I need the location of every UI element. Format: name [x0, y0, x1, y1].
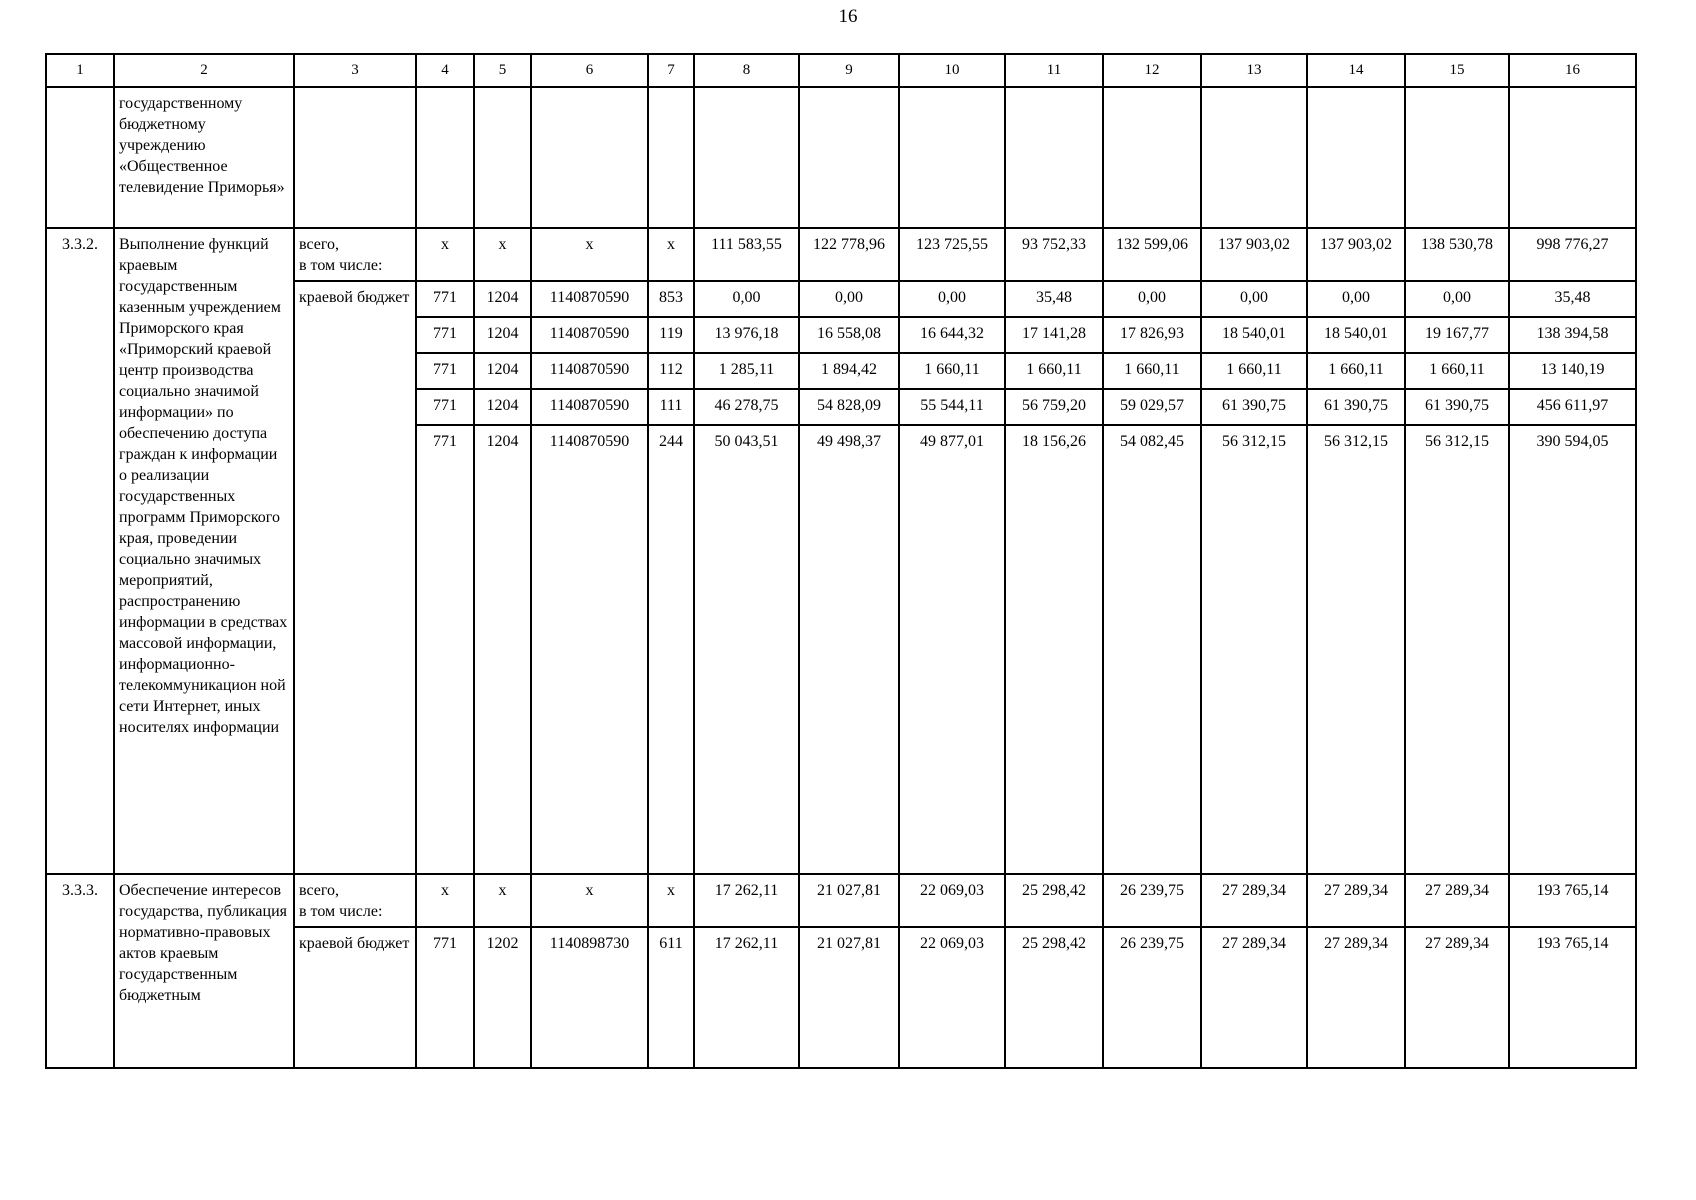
- code-cell: 1204: [474, 389, 531, 425]
- value-cell: 27 289,34: [1201, 927, 1307, 1068]
- column-header: 3: [294, 54, 416, 87]
- value-cell: 21 027,81: [799, 927, 899, 1068]
- value-cell: 35,48: [1509, 281, 1636, 317]
- value-cell: 26 239,75: [1103, 927, 1201, 1068]
- value-cell: 18 156,26: [1005, 425, 1103, 874]
- value-cell: 54 828,09: [799, 389, 899, 425]
- value-cell: 13 140,19: [1509, 353, 1636, 389]
- code-cell: 771: [416, 425, 474, 874]
- empty-cell: [416, 87, 474, 228]
- empty-cell: [474, 87, 531, 228]
- value-cell: 1 660,11: [1201, 353, 1307, 389]
- value-cell: 27 289,34: [1307, 874, 1405, 927]
- value-cell: 138 394,58: [1509, 317, 1636, 353]
- value-cell: 0,00: [1307, 281, 1405, 317]
- section-description: Обеспечение интересов государства, публикация нормативно-правовых актов краевым государственным бюджетным: [114, 874, 294, 1068]
- value-cell: 56 312,15: [1201, 425, 1307, 874]
- code-cell: x: [531, 228, 648, 281]
- code-cell: 771: [416, 353, 474, 389]
- code-cell: x: [474, 228, 531, 281]
- value-cell: 22 069,03: [899, 874, 1005, 927]
- code-cell: 1204: [474, 281, 531, 317]
- value-cell: 56 759,20: [1005, 389, 1103, 425]
- total-label: всего, в том числе:: [294, 228, 416, 281]
- value-cell: 1 660,11: [1405, 353, 1509, 389]
- value-cell: 22 069,03: [899, 927, 1005, 1068]
- value-cell: 27 289,34: [1201, 874, 1307, 927]
- code-cell: 1204: [474, 353, 531, 389]
- value-cell: 27 289,34: [1405, 927, 1509, 1068]
- code-cell: 119: [648, 317, 694, 353]
- value-cell: 21 027,81: [799, 874, 899, 927]
- section-description: Выполнение функций краевым государственным казенным учреждением Приморского края «Приморский краевой центр производства социально значимой информации» по обеспечению доступа граждан к информации о реализации государственных программ Приморского края, проведении социально значимых мероприятий, распространению информации в средствах массовой информации, информационно-телекоммуникацион ной сети Интернет, иных носителях информации: [114, 228, 294, 874]
- code-cell: 771: [416, 927, 474, 1068]
- column-header: 12: [1103, 54, 1201, 87]
- empty-cell: [799, 87, 899, 228]
- code-cell: 1202: [474, 927, 531, 1068]
- value-cell: 93 752,33: [1005, 228, 1103, 281]
- code-cell: 611: [648, 927, 694, 1068]
- column-header: 14: [1307, 54, 1405, 87]
- value-cell: 46 278,75: [694, 389, 799, 425]
- value-cell: 17 826,93: [1103, 317, 1201, 353]
- empty-cell: [1307, 87, 1405, 228]
- code-cell: 111: [648, 389, 694, 425]
- value-cell: 1 660,11: [1307, 353, 1405, 389]
- value-cell: 456 611,97: [1509, 389, 1636, 425]
- value-cell: 35,48: [1005, 281, 1103, 317]
- empty-cell: [1509, 87, 1636, 228]
- column-header: 6: [531, 54, 648, 87]
- description-cell: государственному бюджетному учреждению «Общественное телевидение Приморья»: [114, 87, 294, 228]
- column-header: 13: [1201, 54, 1307, 87]
- value-cell: 123 725,55: [899, 228, 1005, 281]
- value-cell: 18 540,01: [1307, 317, 1405, 353]
- column-header: 1: [46, 54, 114, 87]
- code-cell: 1140898730: [531, 927, 648, 1068]
- column-header: 4: [416, 54, 474, 87]
- value-cell: 26 239,75: [1103, 874, 1201, 927]
- code-cell: 771: [416, 389, 474, 425]
- funding-source: краевой бюджет: [294, 927, 416, 1068]
- column-header: 5: [474, 54, 531, 87]
- value-cell: 27 289,34: [1405, 874, 1509, 927]
- value-cell: 0,00: [1405, 281, 1509, 317]
- code-cell: 1140870590: [531, 389, 648, 425]
- value-cell: 0,00: [694, 281, 799, 317]
- value-cell: 1 660,11: [1005, 353, 1103, 389]
- empty-cell: [694, 87, 799, 228]
- code-cell: 1204: [474, 317, 531, 353]
- continuation-row: [46, 87, 1636, 228]
- column-header: 16: [1509, 54, 1636, 87]
- empty-cell: [899, 87, 1005, 228]
- empty-cell: [648, 87, 694, 228]
- code-cell: x: [648, 874, 694, 927]
- value-cell: 59 029,57: [1103, 389, 1201, 425]
- value-cell: 61 390,75: [1307, 389, 1405, 425]
- column-header: 15: [1405, 54, 1509, 87]
- value-cell: 18 540,01: [1201, 317, 1307, 353]
- value-cell: 0,00: [799, 281, 899, 317]
- value-cell: 193 765,14: [1509, 927, 1636, 1068]
- value-cell: 390 594,05: [1509, 425, 1636, 874]
- code-cell: x: [531, 874, 648, 927]
- empty-cell: [294, 87, 416, 228]
- value-cell: 55 544,11: [899, 389, 1005, 425]
- column-header: 2: [114, 54, 294, 87]
- value-cell: 137 903,02: [1307, 228, 1405, 281]
- value-cell: 27 289,34: [1307, 927, 1405, 1068]
- total-label: всего, в том числе:: [294, 874, 416, 927]
- section-number: 3.3.3.: [46, 874, 114, 1068]
- table-row: [46, 874, 1636, 927]
- column-header: 10: [899, 54, 1005, 87]
- funding-source: краевой бюджет: [294, 281, 416, 874]
- value-cell: 56 312,15: [1307, 425, 1405, 874]
- code-cell: 1204: [474, 425, 531, 874]
- empty-cell: [1405, 87, 1509, 228]
- column-header: 7: [648, 54, 694, 87]
- value-cell: 17 262,11: [694, 927, 799, 1068]
- column-header: 11: [1005, 54, 1103, 87]
- empty-cell: [1005, 87, 1103, 228]
- code-cell: x: [474, 874, 531, 927]
- value-cell: 13 976,18: [694, 317, 799, 353]
- section-number: 3.3.2.: [46, 228, 114, 874]
- table-header-row: [46, 54, 1636, 87]
- value-cell: 16 644,32: [899, 317, 1005, 353]
- code-cell: 1140870590: [531, 281, 648, 317]
- value-cell: 193 765,14: [1509, 874, 1636, 927]
- value-cell: 56 312,15: [1405, 425, 1509, 874]
- value-cell: 132 599,06: [1103, 228, 1201, 281]
- value-cell: 0,00: [1103, 281, 1201, 317]
- code-cell: 244: [648, 425, 694, 874]
- value-cell: 49 877,01: [899, 425, 1005, 874]
- value-cell: 0,00: [899, 281, 1005, 317]
- value-cell: 25 298,42: [1005, 927, 1103, 1068]
- column-header: 9: [799, 54, 899, 87]
- page-number: 16: [838, 6, 858, 27]
- row-number-cell: [46, 87, 114, 228]
- code-cell: x: [416, 228, 474, 281]
- value-cell: 19 167,77: [1405, 317, 1509, 353]
- value-cell: 16 558,08: [799, 317, 899, 353]
- value-cell: 137 903,02: [1201, 228, 1307, 281]
- value-cell: 61 390,75: [1405, 389, 1509, 425]
- value-cell: 61 390,75: [1201, 389, 1307, 425]
- value-cell: 17 262,11: [694, 874, 799, 927]
- empty-cell: [1201, 87, 1307, 228]
- value-cell: 54 082,45: [1103, 425, 1201, 874]
- value-cell: 49 498,37: [799, 425, 899, 874]
- code-cell: 771: [416, 317, 474, 353]
- code-cell: 112: [648, 353, 694, 389]
- value-cell: 122 778,96: [799, 228, 899, 281]
- value-cell: 111 583,55: [694, 228, 799, 281]
- code-cell: x: [416, 874, 474, 927]
- code-cell: 1140870590: [531, 317, 648, 353]
- column-header: 8: [694, 54, 799, 87]
- code-cell: 1140870590: [531, 353, 648, 389]
- value-cell: 25 298,42: [1005, 874, 1103, 927]
- empty-cell: [531, 87, 648, 228]
- value-cell: 1 660,11: [899, 353, 1005, 389]
- code-cell: 771: [416, 281, 474, 317]
- value-cell: 1 660,11: [1103, 353, 1201, 389]
- budget-table: [45, 53, 1637, 1069]
- value-cell: 1 285,11: [694, 353, 799, 389]
- value-cell: 50 043,51: [694, 425, 799, 874]
- code-cell: 853: [648, 281, 694, 317]
- value-cell: 17 141,28: [1005, 317, 1103, 353]
- empty-cell: [1103, 87, 1201, 228]
- value-cell: 138 530,78: [1405, 228, 1509, 281]
- table-row: [46, 228, 1636, 281]
- value-cell: 0,00: [1201, 281, 1307, 317]
- code-cell: 1140870590: [531, 425, 648, 874]
- code-cell: x: [648, 228, 694, 281]
- value-cell: 1 894,42: [799, 353, 899, 389]
- value-cell: 998 776,27: [1509, 228, 1636, 281]
